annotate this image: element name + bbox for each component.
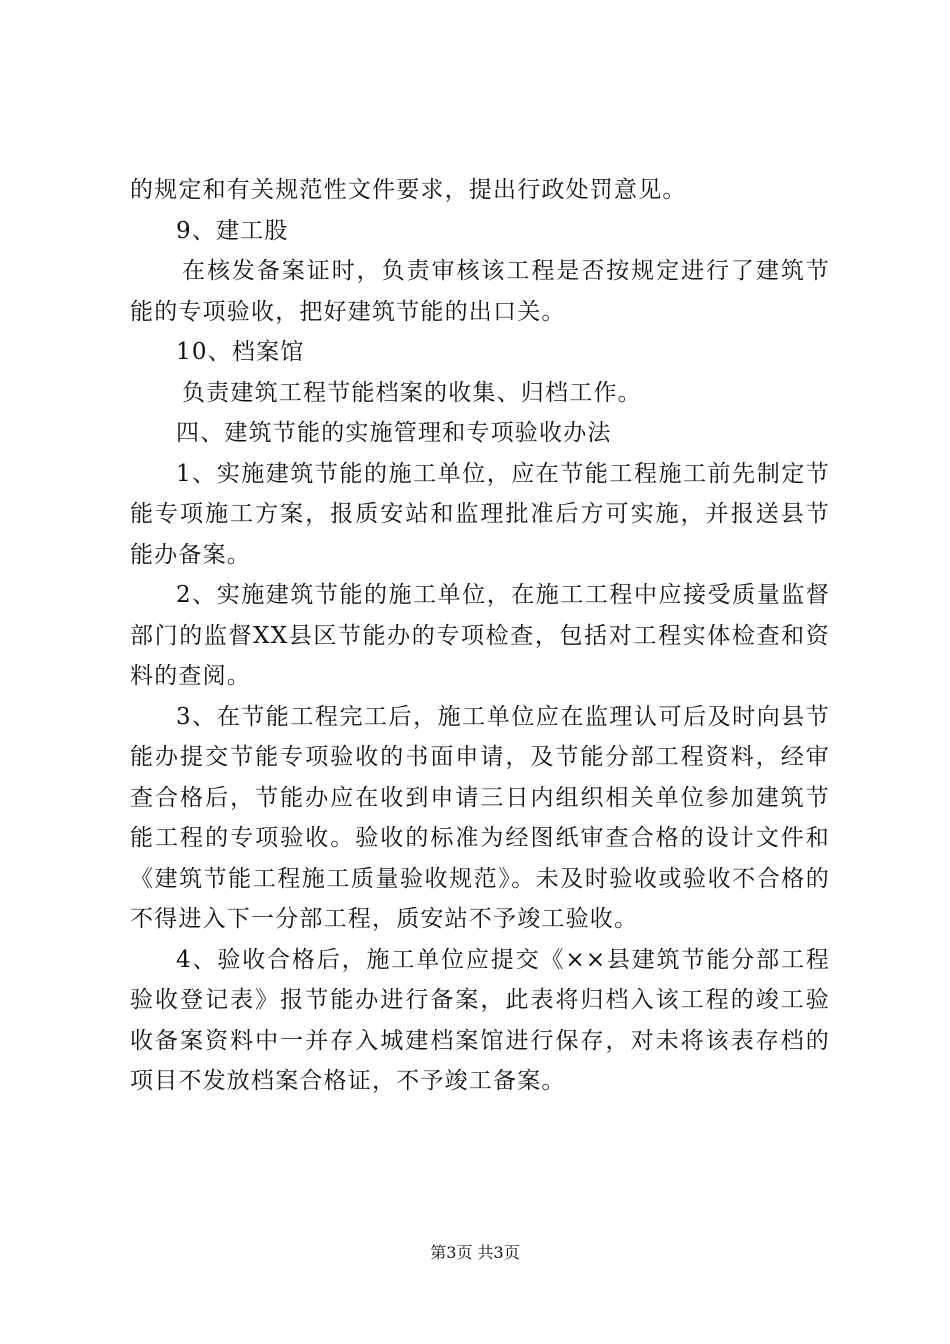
section-heading-archives: 10、档案馆	[176, 339, 305, 365]
paragraph-item-2: 2、实施建筑节能的施工单位，在施工工程中应接受质量监督部门的监督XX县区节能办的专项检查，包括对工程实体检查和资料的查阅。	[130, 582, 830, 689]
paragraph-item-3: 3、在节能工程完工后，施工单位应在监理认可后及时向县节能办提交节能专项验收的书面申请，及节能分部工程资料，经审查合格后，节能办应在收到申请三日内组织相关单位参加建筑节能工程的专项验收。验收的标准为经图纸审查合格的设计文件和《建筑节能工程施工质量验收规范》。未及时验收或验收不合格的不得进入下一分部工程，质安站不予竣工验收。	[130, 703, 830, 932]
page-number-footer: 第3页 共3页	[430, 1243, 520, 1262]
document-body	[130, 170, 830, 1102]
paragraph-item-1: 1、实施建筑节能的施工单位，应在节能工程施工前先制定节能专项施工方案，报质安站和监理批准后方可实施，并报送县节能办备案。	[130, 460, 830, 568]
paragraph-continuation: 的规定和有关规范性文件要求，提出行政处罚意见。	[130, 177, 687, 203]
paragraph-item-4: 4、验收合格后，施工单位应提交《××县建筑节能分部工程验收登记表》报节能办进行备案，此表将归档入该工程的竣工验收备案资料中一并存入城建档案馆进行保存，对未将该表存档的项目不发放档案合格证，不予竣工备案。	[130, 946, 830, 1094]
section-heading-construction: 9、建工股	[176, 217, 289, 244]
paragraph-construction: 在核发备案证时，负责审核该工程是否按规定进行了建筑节能的专项验收，把好建筑节能的出口关。	[130, 258, 830, 325]
section-heading-implementation: 四、建筑节能的实施管理和专项验收办法	[176, 420, 612, 446]
paragraph-archives: 负责建筑工程节能档案的收集、归档工作。	[182, 379, 642, 406]
